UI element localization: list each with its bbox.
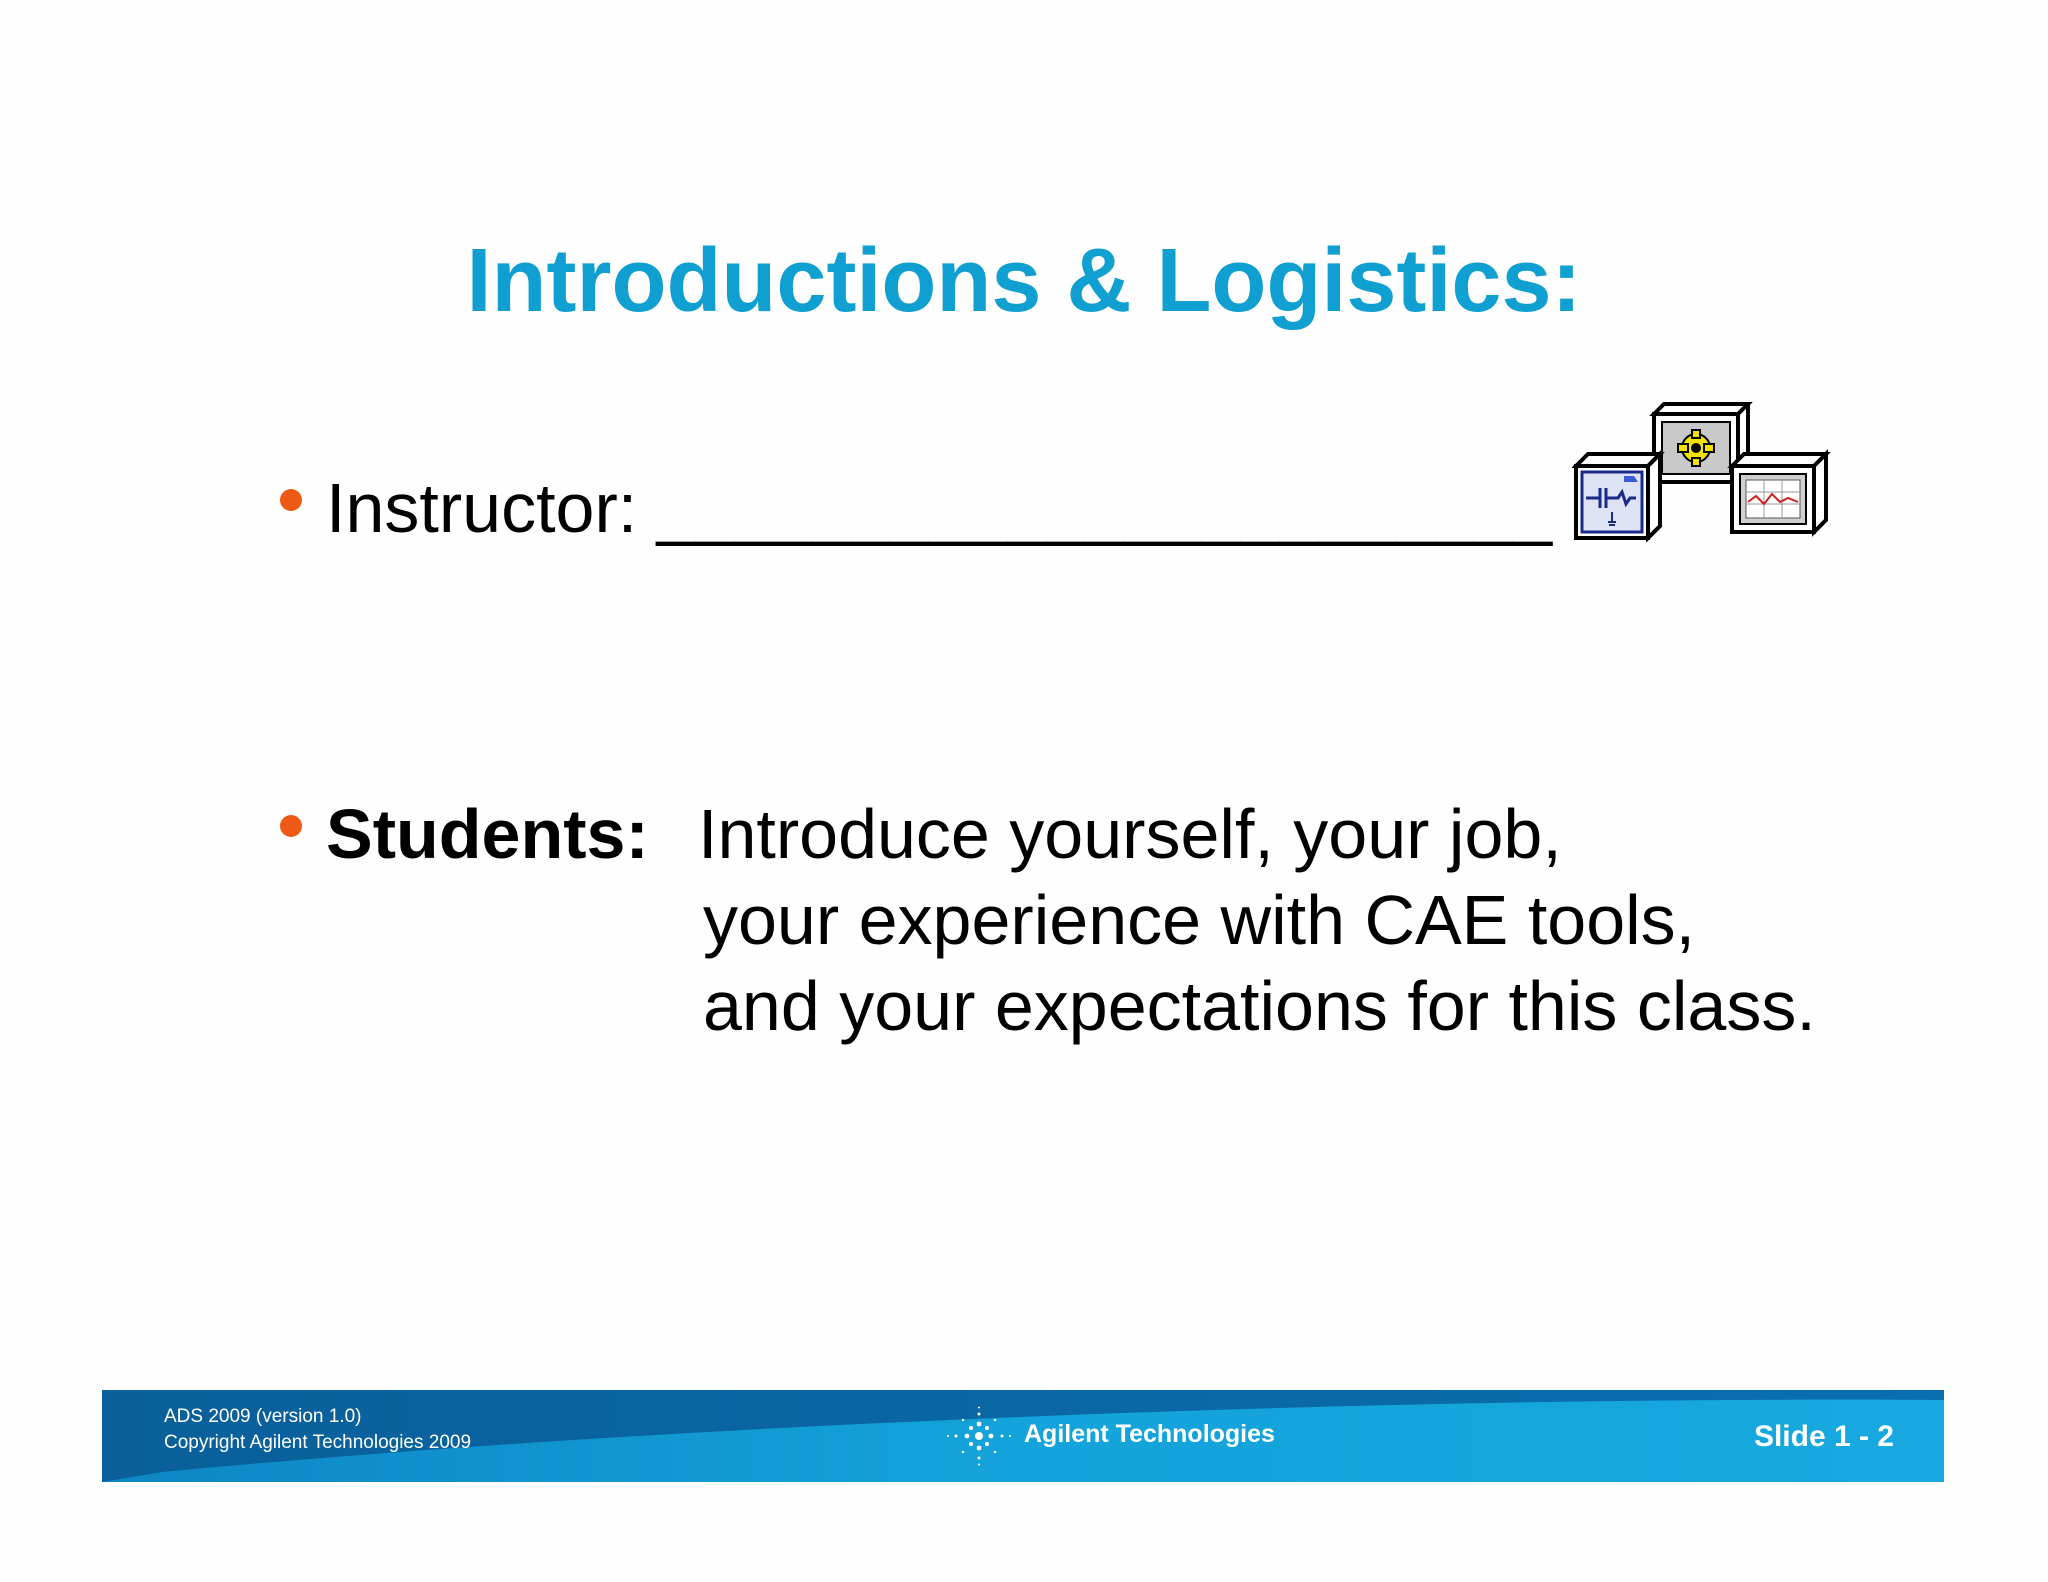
agilent-spark-icon [944, 1406, 1014, 1466]
footer-bar [102, 1390, 1944, 1482]
agilent-brand-text: Agilent Technologies [1024, 1420, 1275, 1448]
students-label: Students: [326, 795, 649, 873]
schematic-simulation-data-blocks-icon [1572, 402, 1832, 542]
bullet-instructor [326, 466, 1552, 550]
instructor-label: Instructor: [326, 469, 638, 547]
students-line-1: Introduce yourself, your job, [698, 795, 1562, 873]
slide-title: Introductions & Logistics: [466, 231, 1582, 331]
footer-copyright: Copyright Agilent Technologies 2009 [164, 1432, 472, 1453]
slide-number: Slide 1 - 2 [1753, 1420, 1894, 1453]
students-line-2: your experience with CAE tools, [703, 881, 1696, 959]
students-line-3: and your expectations for this class. [703, 967, 1816, 1045]
graph-block-icon [1732, 454, 1826, 532]
bullet-dot [280, 815, 302, 837]
footer-version: ADS 2009 (version 1.0) [164, 1406, 362, 1427]
schematic-block-icon [1576, 454, 1660, 538]
agilent-logo [944, 1406, 1284, 1466]
instructor-blank: _______________________ [656, 469, 1553, 547]
bullet-dot [280, 489, 302, 511]
